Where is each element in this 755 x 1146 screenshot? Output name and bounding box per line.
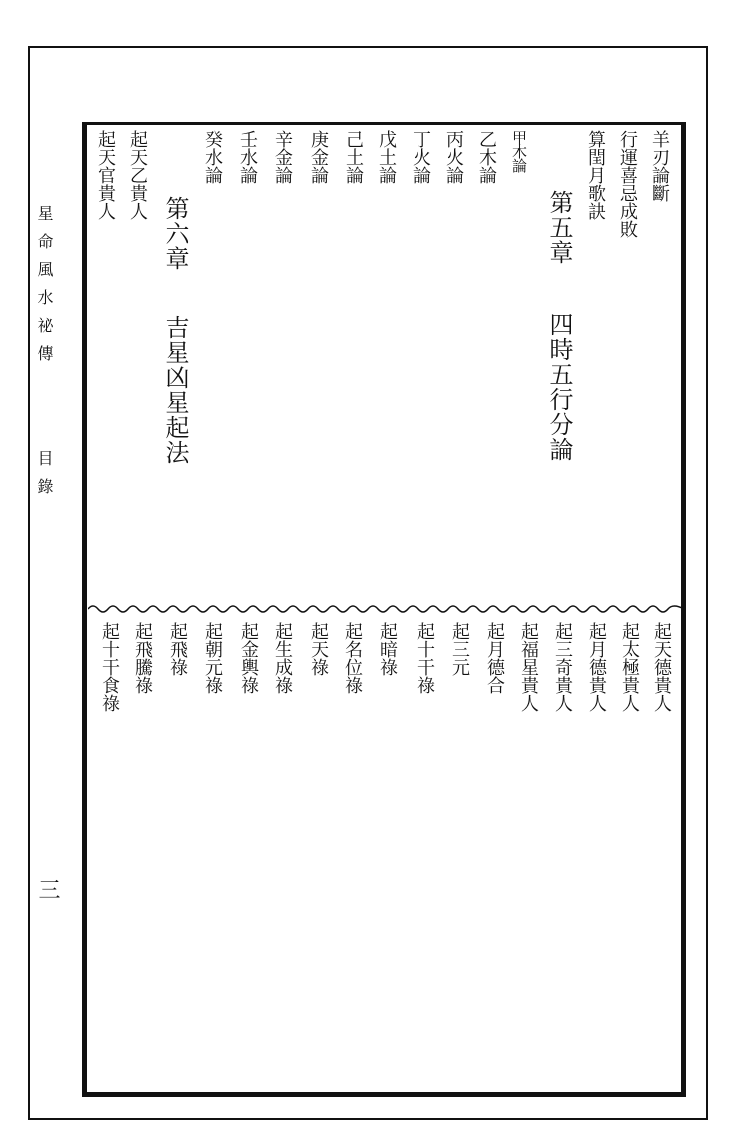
toc-entry: 起月德貴人 — [586, 622, 607, 712]
toc-entry: 庚金論 — [308, 130, 329, 184]
toc-entry: 起三奇貴人 — [552, 622, 573, 712]
toc-entry: 戊土論 — [376, 130, 397, 184]
toc-entry: 壬水論 — [237, 130, 258, 184]
toc-entry: 起暗祿 — [377, 622, 398, 676]
toc-entry: 算閏月歌訣 — [585, 130, 606, 220]
toc-entry: 起飛祿 — [167, 622, 188, 676]
chapter-title: 四時五行分論 — [545, 312, 573, 462]
chapter-title: 吉星凶星起法 — [161, 315, 189, 465]
toc-entry: 起名位祿 — [342, 622, 363, 694]
toc-entry: 行運喜忌成敗 — [617, 130, 638, 238]
toc-entry: 癸水論 — [202, 130, 223, 184]
chapter-heading: 第五章 — [545, 190, 573, 265]
toc-entry: 起金輿祿 — [238, 622, 259, 694]
toc-entry: 丁火論 — [410, 130, 431, 184]
toc-entry: 起福星貴人 — [518, 622, 539, 712]
toc-entry: 起三元 — [449, 622, 470, 676]
toc-entry: 羊刃論斷 — [649, 130, 670, 202]
book-title: 星命風水祕傳 — [35, 205, 54, 373]
toc-entry: 乙木論 — [476, 130, 497, 184]
wavy-divider — [88, 603, 684, 615]
toc-entry: 起十干祿 — [414, 622, 435, 694]
toc-entry: 起太極貴人 — [619, 622, 640, 712]
toc-entry: 起天官貴人 — [95, 130, 116, 220]
toc-entry: 己土論 — [343, 130, 364, 184]
section-label: 目錄 — [35, 450, 54, 506]
chapter-heading: 第六章 — [161, 196, 189, 271]
toc-entry: 起朝元祿 — [202, 622, 223, 694]
toc-entry: 起天祿 — [308, 622, 329, 676]
page-number: 三 — [35, 878, 60, 900]
toc-entry: 起飛騰祿 — [132, 622, 153, 694]
toc-entry: 甲木論 — [510, 130, 528, 172]
toc-entry: 起生成祿 — [272, 622, 293, 694]
toc-entry: 起天乙貴人 — [127, 130, 148, 220]
toc-entry: 起十干食祿 — [99, 622, 120, 712]
toc-entry: 起天德貴人 — [651, 622, 672, 712]
toc-entry: 辛金論 — [272, 130, 293, 184]
toc-entry: 丙火論 — [443, 130, 464, 184]
toc-entry: 起月德合 — [484, 622, 505, 694]
